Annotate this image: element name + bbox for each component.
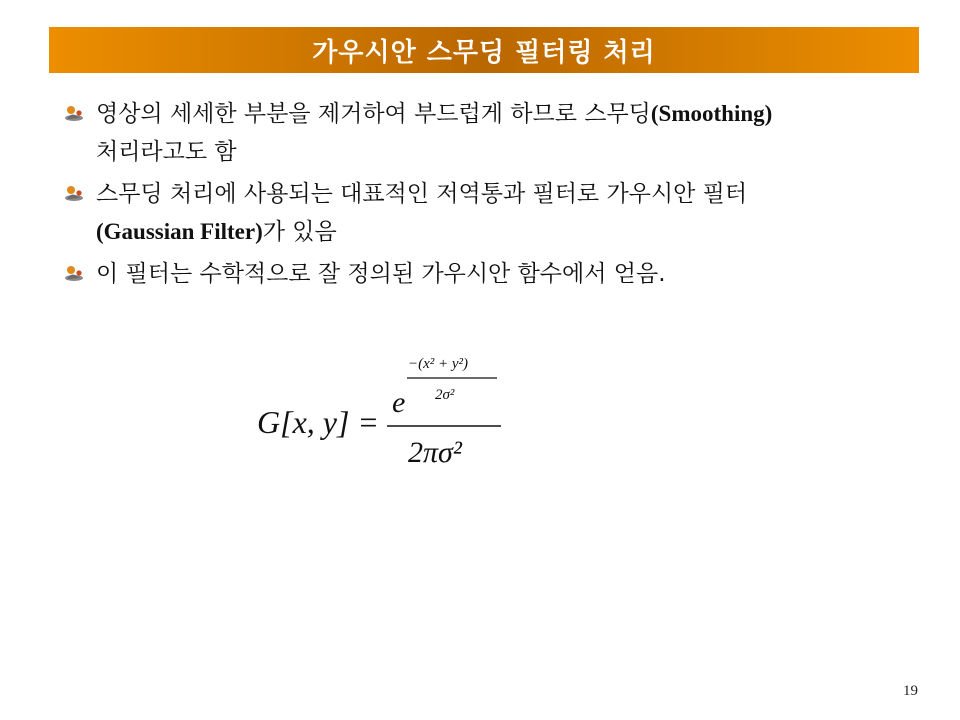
person-bullet-icon [64,264,86,282]
formula-denominator: 2πσ² [408,436,462,469]
person-bullet-icon [64,184,86,202]
bullet-text: 스무딩 처리에 사용되는 대표적인 저역통과 필터로 가우시안 필터 [96,181,748,207]
bullet-text-continued: 가 있음 [262,219,337,245]
gaussian-formula [255,345,525,475]
formula-base-e: e [392,386,406,419]
bullet-latin-term: (Smoothing) [650,101,773,126]
bullet-item [64,95,894,171]
page-number: 19 [903,683,918,699]
formula-lhs: G[x, y] = [257,404,380,440]
slide-title: 가우시안 스무딩 필터링 처리 [312,37,656,68]
bullet-item [64,255,894,293]
formula-exponent-numerator: −(x² + y²) [408,356,469,372]
person-bullet-icon [64,104,86,122]
formula-exponent-denominator: 2σ² [435,387,455,403]
bullet-text: 이 필터는 수학적으로 잘 정의된 가우시안 함수에서 얻음. [96,261,666,287]
bullet-text: 영상의 세세한 부분을 제거하여 부드럽게 하므로 스무딩 [96,101,651,127]
bullet-latin-term: (Gaussian Filter) [96,219,263,244]
slide-title-bar [49,27,919,73]
bullet-text-continued: 처리라고도 함 [96,139,237,165]
bullet-item [64,175,894,251]
bullet-list [64,95,894,297]
